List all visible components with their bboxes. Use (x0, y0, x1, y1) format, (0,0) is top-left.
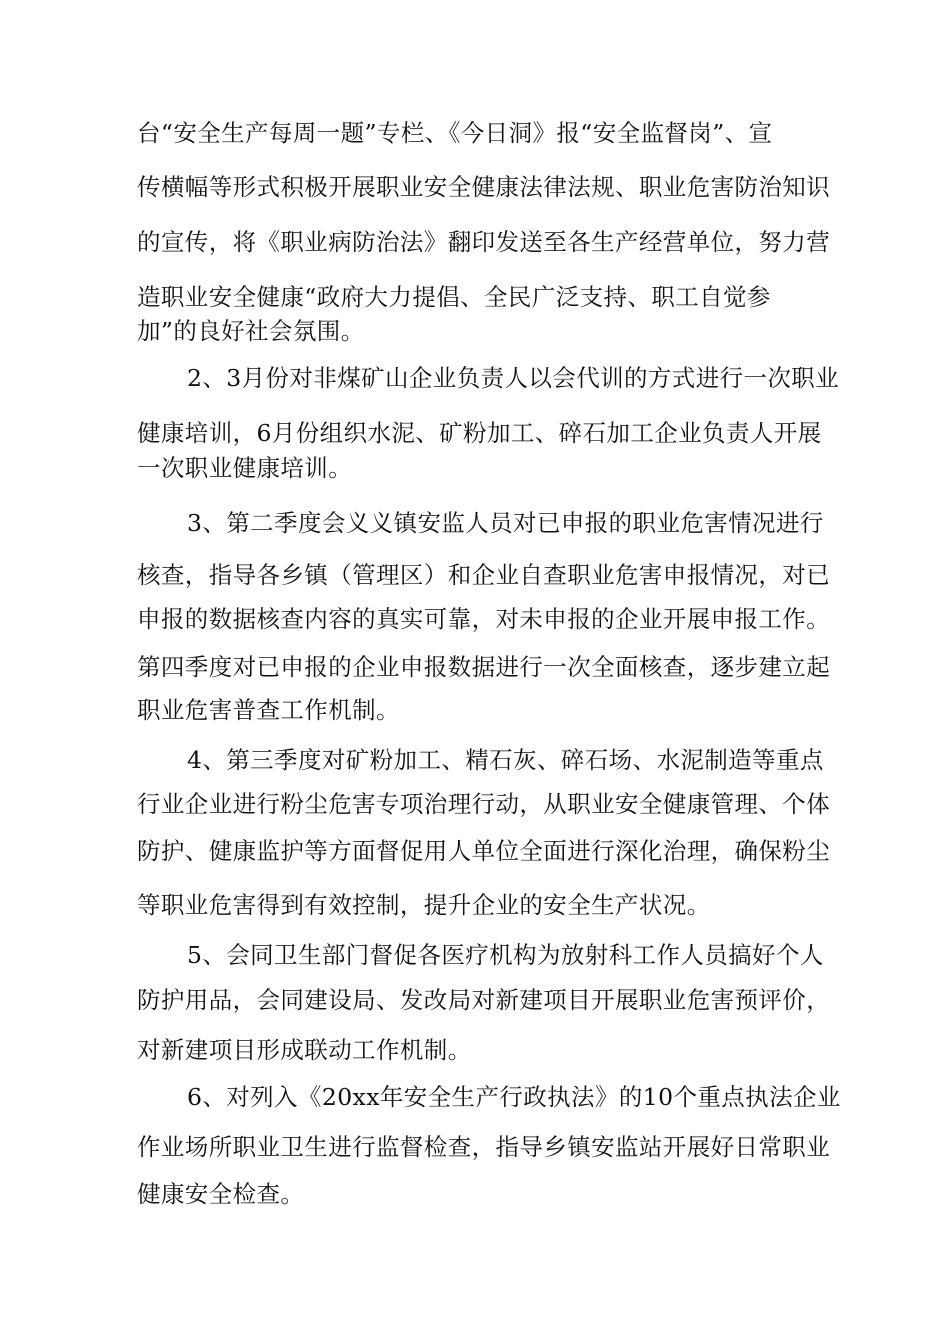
text-line: 职业危害普查工作机制。 (137, 696, 400, 724)
text-line: 防护、健康监护等方面督促用人单位全面进行深化治理，确保粉尘 (137, 837, 831, 865)
text-line: 等职业危害得到有效控制，提升企业的安全生产状况。 (137, 891, 711, 919)
text-line: 加”的良好社会氛围。 (137, 317, 365, 345)
text-line: 作业场所职业卫生进行监督检查，指导乡镇安监站开展好日常职业 (137, 1133, 831, 1161)
text-line: 申报的数据核查内容的真实可靠，对未申报的企业开展申报工作。 (137, 605, 831, 633)
text-line: 传横幅等形式积极开展职业安全健康法律法规、职业危害防治知识 (137, 173, 831, 201)
text-line: 第四季度对已申报的企业申报数据进行一次全面核查，逐步建立起 (137, 653, 831, 681)
text-line: 对新建项目形成联动工作机制。 (137, 1036, 472, 1064)
paragraph-first-line: 6、对列入《20xx年安全生产行政执法》的10个重点执法企业 (187, 1083, 841, 1111)
text-line: 防护用品，会同建设局、发改局对新建项目开展职业危害预评价， (137, 986, 831, 1014)
text-line: 一次职业健康培训。 (137, 454, 353, 482)
text-line: 健康培训，6月份组织水泥、矿粉加工、碎石加工企业负责人开展 (137, 419, 822, 447)
text-line: 造职业安全健康“政府大力提倡、全民广泛支持、职工自觉参 (137, 283, 771, 311)
paragraph-first-line: 3、第二季度会义义镇安监人员对已申报的职业危害情况进行 (187, 509, 824, 537)
text-line: 核查，指导各乡镇（管理区）和企业自查职业危害申报情况，对已 (137, 561, 831, 589)
paragraph-first-line: 2、3月份对非煤矿山企业负责人以会代训的方式进行一次职业 (187, 364, 840, 392)
text-line: 台“安全生产每周一题”专栏、《今日洞》报“安全监督岗”、宣 (137, 119, 773, 147)
text-line: 的宣传，将《职业病防治法》翻印发送至各生产经营单位，努力营 (137, 228, 831, 256)
paragraph-first-line: 5、会同卫生部门督促各医疗机构为放射科工作人员搞好个人 (187, 941, 824, 969)
text-line: 行业企业进行粉尘危害专项治理行动，从职业安全健康管理、个体 (137, 790, 831, 818)
paragraph-first-line: 4、第三季度对矿粉加工、精石灰、碎石场、水泥制造等重点 (187, 746, 824, 774)
text-line: 健康安全检查。 (137, 1180, 305, 1208)
